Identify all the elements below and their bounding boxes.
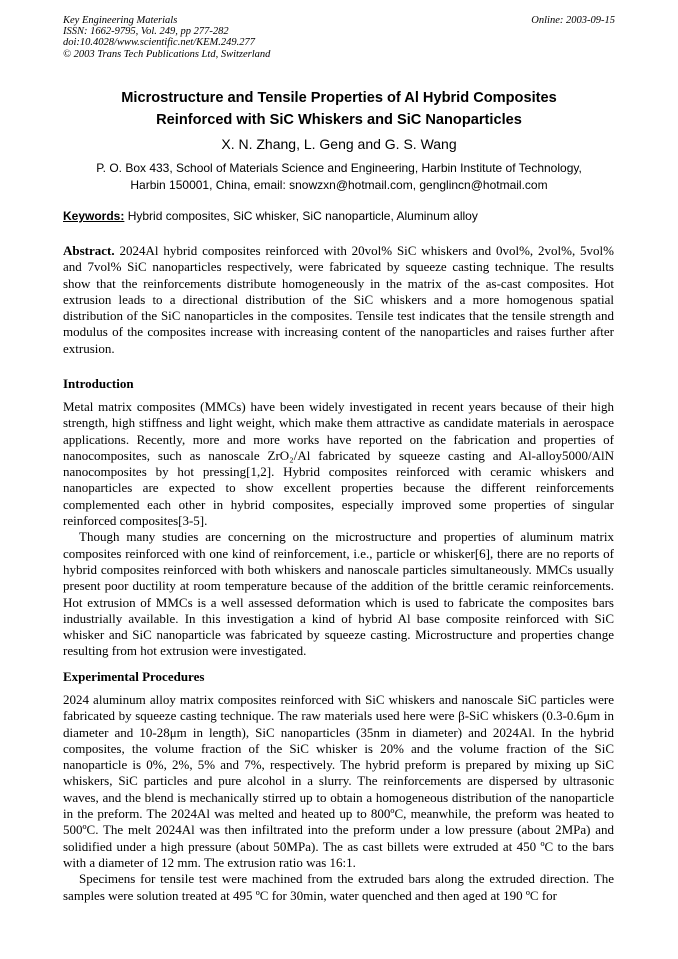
title-line-1: Microstructure and Tensile Properties of Al Hybrid Composites	[121, 90, 557, 106]
authors: X. N. Zhang, L. Geng and G. S. Wang	[221, 136, 457, 152]
paper-title	[60, 87, 618, 131]
affiliation	[60, 160, 618, 193]
experimental-heading: Experimental Procedures	[63, 669, 205, 684]
abstract-text: 2024Al hybrid composites reinforced with 20vol% SiC whiskers and 0vol%, 2vol%, 5vol% and 7vol% SiC nanoparticles respectively, were fabricated by squeeze casting technique. The results show that the reinforcements distribute homogeneously in the matrix of the as-cast composites. Hot extrusion leads to a directional distribution of the SiC whiskers and a more homogenous spatial distribution of the SiC nanoparticles in the composites. Tensile test indicates that the tensile strength and modulus of the composites increase with increasing content of the nanoparticles and raises further after extrusion.	[63, 243, 614, 356]
experimental-paragraph-2: Specimens for tensile test were machined from the extruded bars along the extruded direction. The samples were solution treated at 495 ºC for 30min, water quenched and then aged at 190 ºC for	[63, 871, 614, 903]
introduction-heading: Introduction	[63, 376, 134, 391]
copyright-line: © 2003 Trans Tech Publications Ltd, Switzerland	[63, 48, 271, 60]
abstract-label: Abstract.	[63, 243, 115, 258]
issn-line: ISSN: 1662-9795, Vol. 249, pp 277-282	[63, 26, 229, 38]
keywords	[63, 208, 615, 224]
introduction-body	[63, 399, 614, 660]
doi-line: doi:10.4028/www.scientific.net/KEM.249.277	[63, 37, 255, 49]
affiliation-line-2: Harbin 150001, China, email: snowzxn@hotmail.com, genglincn@hotmail.com	[130, 177, 548, 192]
keywords-label: Keywords:	[63, 209, 125, 223]
title-line-2: Reinforced with SiC Whiskers and SiC Nanoparticles	[156, 112, 522, 128]
journal-name: Key Engineering Materials	[63, 15, 178, 26]
keywords-text: Hybrid composites, SiC whisker, SiC nanoparticle, Aluminum alloy	[124, 209, 478, 223]
affiliation-line-1: P. O. Box 433, School of Materials Science and Engineering, Harbin Institute of Technology,	[96, 161, 582, 175]
abstract	[63, 243, 614, 357]
experimental-paragraph-1: 2024 aluminum alloy matrix composites reinforced with SiC whiskers and nanoscale SiC particles were fabricated by squeeze casting technique. The raw materials used here were β-SiC whiskers (0.3-0.6μm in diameter and 10-28μm in length), SiC nanoparticles (35nm in diameter) and 2024Al. In the hybrid composites, the volume fraction of the SiC whisker is 20% and the volume fraction of the SiC nanoparticle is 0%, 2%, 5% and 7%, respectively. The hybrid preform is prepared by mixing up SiC whiskers, SiC particles and pure alcohol in a slurry. The reinforcements are dispersed by ultrasonic waves, and the blend is mechanically stirred up to obtain a homogeneous distribution of the nanoparticle in the preform. The 2024Al was melted and heated up to 800ºC, meanwhile, the preform was heated to 500ºC. The melt 2024Al was then infiltrated into the preform under a low pressure (about 2MPa) and solidified under a high pressure (about 50MPa). The as cast billets were extruded at 450 ºC to the bars with a diameter of 12 mm. The extrusion ratio was 16:1.	[63, 692, 614, 870]
introduction-paragraph-2: Though many studies are concerning on the microstructure and properties of aluminum matrix composites reinforced with one kind of reinforcement, i.e., particle or whisker[6], there are no reports of hybrid composites reinforced with both whiskers and nanoscale particles simultaneously. MMCs usually present poor ductility at room temperature because of the addition of the brittle ceramic reinforcements. Hot extrusion of MMCs is a well assessed deformation which is used to fabricate the composites bars industrially available. In this investigation a kind of hybrid Al base composite reinforced with SiC whisker and SiC nanoparticle was fabricated by squeeze casting. Microstructure and properties change resulting from hot extrusion were investigated.	[63, 529, 614, 659]
online-date: Online: 2003-09-15	[531, 15, 615, 26]
experimental-body	[63, 692, 614, 904]
journal-header	[63, 15, 270, 60]
introduction-paragraph-1: Metal matrix composites (MMCs) have been widely investigated in recent years because of their high strength, high stiffness and light weight, which make them attractive as candidate materials in aerospace applications. Recently, more and more works have reported on the fabrication and properties of nanocomposites, such as nanoscale ZrO₂/Al fabricated by squeeze casting and Al-alloy5000/AlN nanocomposites by hot pressing[1,2]. Hybrid composites reinforced with ceramic whiskers and nanoparticles are expected to show excellent properties because the different reinforcements complemented each other in hybrid composites, especially improved some properties of singular reinforced composites[3-5].	[63, 399, 614, 529]
